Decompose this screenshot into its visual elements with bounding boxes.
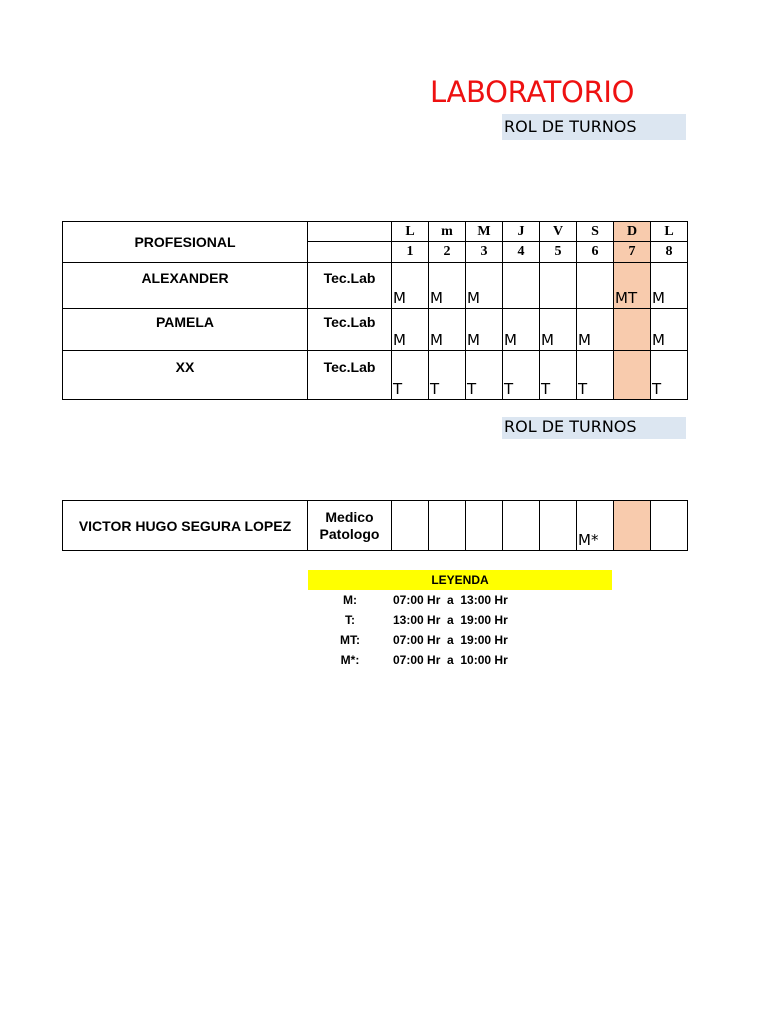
- legend-code: MT:: [340, 633, 360, 647]
- employee-name: PAMELA: [63, 309, 308, 351]
- shift-cell: [540, 501, 577, 551]
- legend: [308, 570, 612, 670]
- day-letter-row: [63, 222, 688, 242]
- day-letter: J: [503, 222, 540, 242]
- day-letter: M: [466, 222, 503, 242]
- employee-role: Tec.Lab: [308, 263, 392, 309]
- legend-code: M*:: [340, 653, 360, 667]
- shift-cell: M*: [577, 501, 614, 551]
- day-letter: S: [577, 222, 614, 242]
- employee-role: Tec.Lab: [308, 351, 392, 400]
- day-number: 1: [392, 242, 429, 263]
- table-row: [63, 309, 688, 351]
- shift-cell: [577, 263, 614, 309]
- legend-item: [308, 590, 612, 610]
- employee-name: VICTOR HUGO SEGURA LOPEZ: [63, 501, 308, 551]
- pathologist-schedule-table: [62, 500, 688, 551]
- legend-title: LEYENDA: [308, 570, 612, 590]
- shift-cell: T: [392, 351, 429, 400]
- shift-cell: [503, 501, 540, 551]
- role-header-top: [308, 222, 392, 242]
- shift-cell: T: [540, 351, 577, 400]
- shift-cell: [392, 501, 429, 551]
- shift-cell-sunday: [614, 501, 651, 551]
- role-header-bottom: [308, 242, 392, 263]
- employee-role: Medico Patologo: [308, 501, 392, 551]
- day-letter: m: [429, 222, 466, 242]
- shift-cell: M: [392, 263, 429, 309]
- day-number: 5: [540, 242, 577, 263]
- shift-cell: [429, 501, 466, 551]
- shift-cell: M: [392, 309, 429, 351]
- day-letter: L: [651, 222, 688, 242]
- shift-cell: [540, 263, 577, 309]
- table-row: [63, 351, 688, 400]
- legend-desc: 07:00 Hr a 13:00 Hr: [393, 593, 508, 607]
- shift-cell: [651, 501, 688, 551]
- shift-cell-sunday: MT: [614, 263, 651, 309]
- table-row: [63, 501, 688, 551]
- shift-cell: T: [651, 351, 688, 400]
- shift-cell: M: [651, 263, 688, 309]
- legend-item: [308, 650, 612, 670]
- day-number: 2: [429, 242, 466, 263]
- legend-item: [308, 610, 612, 630]
- legend-code: M:: [343, 593, 357, 607]
- shift-cell: [466, 501, 503, 551]
- shift-cell: M: [503, 309, 540, 351]
- day-number: 4: [503, 242, 540, 263]
- day-number: 8: [651, 242, 688, 263]
- shift-cell: M: [466, 309, 503, 351]
- day-number: 3: [466, 242, 503, 263]
- legend-desc: 07:00 Hr a 10:00 Hr: [393, 653, 508, 667]
- section-title-rol-de-turnos-2: ROL DE TURNOS: [502, 417, 686, 439]
- employee-name: ALEXANDER: [63, 263, 308, 309]
- legend-code: T:: [345, 613, 355, 627]
- legend-desc: 13:00 Hr a 19:00 Hr: [393, 613, 508, 627]
- table-row: [63, 263, 688, 309]
- shift-cell: M: [429, 309, 466, 351]
- shift-cell: T: [466, 351, 503, 400]
- shift-cell: M: [540, 309, 577, 351]
- day-number: 6: [577, 242, 614, 263]
- shift-cell: M: [577, 309, 614, 351]
- shift-cell: T: [577, 351, 614, 400]
- legend-item: [308, 630, 612, 650]
- shift-cell-sunday: [614, 351, 651, 400]
- shift-cell: M: [651, 309, 688, 351]
- day-letter: L: [392, 222, 429, 242]
- employee-name: XX: [63, 351, 308, 400]
- shift-cell-sunday: [614, 309, 651, 351]
- employee-role: Tec.Lab: [308, 309, 392, 351]
- day-letter-sunday: D: [614, 222, 651, 242]
- page-title: LABORATORIO: [430, 75, 635, 109]
- shift-cell: [503, 263, 540, 309]
- section-title-rol-de-turnos: ROL DE TURNOS: [502, 114, 686, 140]
- shift-cell: M: [466, 263, 503, 309]
- profesional-header: PROFESIONAL: [63, 222, 308, 263]
- shift-cell: T: [503, 351, 540, 400]
- day-number-sunday: 7: [614, 242, 651, 263]
- shift-cell: M: [429, 263, 466, 309]
- legend-desc: 07:00 Hr a 19:00 Hr: [393, 633, 508, 647]
- day-letter: V: [540, 222, 577, 242]
- shift-cell: T: [429, 351, 466, 400]
- schedule-table: [62, 221, 688, 400]
